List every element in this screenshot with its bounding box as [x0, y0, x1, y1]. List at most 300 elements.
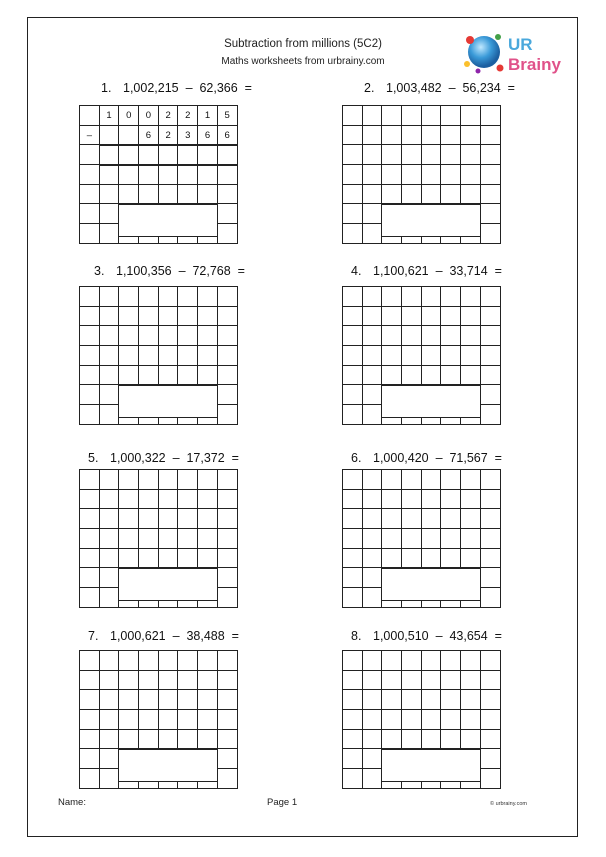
grid-cell[interactable]: [363, 470, 383, 490]
grid-cell[interactable]: [481, 145, 501, 165]
grid-cell[interactable]: [198, 671, 218, 691]
grid-cell[interactable]: [481, 106, 501, 126]
grid-cell[interactable]: [139, 165, 159, 185]
grid-cell[interactable]: [441, 509, 461, 529]
grid-cell[interactable]: [119, 730, 139, 750]
grid-cell[interactable]: [382, 651, 402, 671]
grid-cell[interactable]: [198, 730, 218, 750]
grid-cell[interactable]: [119, 671, 139, 691]
grid-cell[interactable]: [363, 204, 383, 224]
grid-cell[interactable]: [481, 126, 501, 146]
grid-cell[interactable]: [461, 529, 481, 549]
grid-cell[interactable]: [119, 710, 139, 730]
grid-cell[interactable]: [100, 690, 120, 710]
grid-cell[interactable]: [363, 185, 383, 205]
grid-cell[interactable]: [198, 509, 218, 529]
grid-cell[interactable]: [343, 366, 363, 386]
grid-cell[interactable]: [382, 710, 402, 730]
grid-cell[interactable]: [100, 651, 120, 671]
grid-cell[interactable]: [422, 470, 442, 490]
answer-box-8[interactable]: [381, 749, 481, 782]
grid-cell[interactable]: [402, 509, 422, 529]
grid-cell[interactable]: [119, 287, 139, 307]
grid-cell[interactable]: [382, 346, 402, 366]
grid-cell[interactable]: [159, 287, 179, 307]
grid-cell[interactable]: [343, 749, 363, 769]
grid-cell[interactable]: [139, 470, 159, 490]
grid-cell[interactable]: [139, 307, 159, 327]
grid-cell[interactable]: [119, 509, 139, 529]
grid-cell[interactable]: [343, 185, 363, 205]
grid-cell[interactable]: [218, 730, 238, 750]
grid-cell[interactable]: [139, 346, 159, 366]
grid-cell[interactable]: [218, 405, 238, 425]
grid-cell[interactable]: [382, 529, 402, 549]
grid-cell[interactable]: [80, 287, 100, 307]
grid-cell[interactable]: [441, 307, 461, 327]
grid-cell[interactable]: [159, 145, 179, 165]
grid-cell[interactable]: [159, 185, 179, 205]
grid-cell[interactable]: [100, 568, 120, 588]
grid-cell[interactable]: [159, 470, 179, 490]
grid-cell[interactable]: [80, 326, 100, 346]
grid-cell[interactable]: [218, 385, 238, 405]
grid-cell[interactable]: [402, 730, 422, 750]
grid-cell[interactable]: [441, 106, 461, 126]
grid-cell[interactable]: [119, 366, 139, 386]
grid-cell[interactable]: [382, 509, 402, 529]
grid-cell[interactable]: [100, 470, 120, 490]
grid-cell[interactable]: [218, 690, 238, 710]
grid-cell[interactable]: [80, 769, 100, 789]
grid-cell[interactable]: [218, 287, 238, 307]
grid-cell[interactable]: [461, 287, 481, 307]
grid-cell[interactable]: [422, 671, 442, 691]
grid-cell[interactable]: [343, 470, 363, 490]
grid-cell[interactable]: [218, 588, 238, 608]
grid-cell[interactable]: [402, 651, 422, 671]
grid-cell[interactable]: [422, 165, 442, 185]
grid-cell[interactable]: [461, 730, 481, 750]
grid-cell[interactable]: [363, 346, 383, 366]
grid-cell[interactable]: [461, 307, 481, 327]
grid-cell[interactable]: [382, 326, 402, 346]
grid-cell[interactable]: [218, 470, 238, 490]
grid-cell[interactable]: [382, 145, 402, 165]
grid-cell[interactable]: [441, 165, 461, 185]
grid-cell[interactable]: [461, 690, 481, 710]
grid-cell[interactable]: [178, 470, 198, 490]
grid-cell[interactable]: [80, 490, 100, 510]
grid-cell[interactable]: [343, 307, 363, 327]
grid-cell[interactable]: [100, 509, 120, 529]
grid-cell[interactable]: [363, 405, 383, 425]
grid-cell[interactable]: [100, 405, 120, 425]
grid-cell[interactable]: [159, 509, 179, 529]
grid-cell[interactable]: [343, 509, 363, 529]
grid-cell[interactable]: [441, 287, 461, 307]
grid-cell[interactable]: [461, 346, 481, 366]
grid-cell[interactable]: [198, 326, 218, 346]
grid-cell[interactable]: [382, 470, 402, 490]
grid-cell[interactable]: [100, 588, 120, 608]
grid-cell[interactable]: [139, 326, 159, 346]
grid-cell[interactable]: [159, 490, 179, 510]
grid-cell[interactable]: [139, 287, 159, 307]
grid-cell[interactable]: [218, 549, 238, 569]
grid-cell[interactable]: [178, 346, 198, 366]
grid-cell[interactable]: [198, 165, 218, 185]
grid-cell[interactable]: [343, 145, 363, 165]
grid-cell[interactable]: [382, 671, 402, 691]
grid-cell[interactable]: [198, 549, 218, 569]
grid-cell[interactable]: [178, 651, 198, 671]
grid-cell[interactable]: [481, 568, 501, 588]
grid-cell[interactable]: [139, 651, 159, 671]
grid-cell[interactable]: [363, 671, 383, 691]
grid-cell[interactable]: [119, 145, 139, 165]
grid-cell[interactable]: [159, 730, 179, 750]
grid-cell[interactable]: [80, 470, 100, 490]
grid-cell[interactable]: [100, 346, 120, 366]
grid-cell[interactable]: [363, 165, 383, 185]
grid-cell[interactable]: [80, 204, 100, 224]
grid-cell[interactable]: [100, 749, 120, 769]
grid-cell[interactable]: [218, 710, 238, 730]
grid-cell[interactable]: [363, 509, 383, 529]
grid-cell[interactable]: [461, 145, 481, 165]
grid-cell[interactable]: [481, 671, 501, 691]
grid-cell[interactable]: [139, 145, 159, 165]
grid-cell[interactable]: [382, 287, 402, 307]
grid-cell[interactable]: [159, 671, 179, 691]
grid-cell[interactable]: [343, 165, 363, 185]
grid-cell[interactable]: [178, 326, 198, 346]
grid-cell[interactable]: [198, 651, 218, 671]
grid-cell[interactable]: [402, 671, 422, 691]
grid-cell[interactable]: [198, 710, 218, 730]
grid-cell[interactable]: [402, 185, 422, 205]
grid-cell[interactable]: [422, 106, 442, 126]
grid-cell[interactable]: [178, 307, 198, 327]
grid-cell[interactable]: [159, 690, 179, 710]
grid-cell[interactable]: [363, 690, 383, 710]
grid-cell[interactable]: [481, 204, 501, 224]
answer-box-6[interactable]: [381, 568, 481, 601]
grid-cell[interactable]: [422, 126, 442, 146]
grid-cell[interactable]: [218, 307, 238, 327]
answer-box-7[interactable]: [118, 749, 218, 782]
grid-cell[interactable]: [198, 307, 218, 327]
grid-cell[interactable]: [178, 287, 198, 307]
grid-cell[interactable]: [178, 549, 198, 569]
grid-cell[interactable]: [441, 690, 461, 710]
grid-cell[interactable]: [422, 509, 442, 529]
grid-cell[interactable]: [363, 287, 383, 307]
grid-cell[interactable]: [80, 588, 100, 608]
grid-cell[interactable]: [402, 326, 422, 346]
grid-cell[interactable]: [198, 366, 218, 386]
grid-cell[interactable]: [363, 710, 383, 730]
grid-cell[interactable]: [402, 106, 422, 126]
grid-cell[interactable]: [100, 287, 120, 307]
grid-cell[interactable]: [343, 690, 363, 710]
grid-cell[interactable]: [481, 749, 501, 769]
grid-cell[interactable]: [481, 366, 501, 386]
grid-cell[interactable]: [363, 651, 383, 671]
grid-cell[interactable]: [343, 405, 363, 425]
grid-cell[interactable]: [343, 287, 363, 307]
grid-cell[interactable]: [402, 549, 422, 569]
grid-cell[interactable]: [363, 307, 383, 327]
grid-cell[interactable]: [218, 529, 238, 549]
grid-cell[interactable]: [80, 509, 100, 529]
grid-cell[interactable]: [422, 529, 442, 549]
grid-cell[interactable]: [382, 730, 402, 750]
grid-cell[interactable]: [343, 730, 363, 750]
grid-cell[interactable]: [119, 307, 139, 327]
grid-cell[interactable]: [363, 549, 383, 569]
grid-cell[interactable]: [481, 730, 501, 750]
grid-cell[interactable]: [481, 224, 501, 244]
grid-cell[interactable]: [422, 185, 442, 205]
grid-cell[interactable]: [441, 145, 461, 165]
grid-cell[interactable]: [80, 165, 100, 185]
grid-cell[interactable]: [80, 185, 100, 205]
grid-cell[interactable]: [100, 549, 120, 569]
grid-cell[interactable]: [343, 204, 363, 224]
grid-cell[interactable]: [461, 549, 481, 569]
grid-cell[interactable]: [461, 651, 481, 671]
grid-cell[interactable]: [422, 651, 442, 671]
grid-cell[interactable]: [178, 710, 198, 730]
grid-cell[interactable]: [80, 346, 100, 366]
grid-cell[interactable]: [441, 366, 461, 386]
grid-cell[interactable]: [481, 769, 501, 789]
grid-cell[interactable]: [198, 287, 218, 307]
grid-cell[interactable]: [119, 470, 139, 490]
grid-cell[interactable]: [422, 710, 442, 730]
grid-cell[interactable]: [441, 671, 461, 691]
grid-cell[interactable]: [481, 710, 501, 730]
grid-cell[interactable]: [119, 326, 139, 346]
grid-cell[interactable]: [441, 185, 461, 205]
grid-cell[interactable]: [119, 346, 139, 366]
grid-cell[interactable]: [402, 287, 422, 307]
grid-cell[interactable]: [382, 366, 402, 386]
grid-cell[interactable]: [461, 509, 481, 529]
grid-cell[interactable]: [382, 307, 402, 327]
grid-cell[interactable]: [402, 529, 422, 549]
grid-cell[interactable]: [198, 470, 218, 490]
grid-cell[interactable]: [461, 326, 481, 346]
grid-cell[interactable]: [402, 307, 422, 327]
grid-cell[interactable]: [139, 366, 159, 386]
grid-cell[interactable]: [139, 671, 159, 691]
grid-cell[interactable]: [100, 710, 120, 730]
grid-cell[interactable]: [481, 651, 501, 671]
grid-cell[interactable]: [100, 529, 120, 549]
grid-cell[interactable]: [422, 730, 442, 750]
grid-cell[interactable]: [119, 529, 139, 549]
grid-cell[interactable]: [382, 185, 402, 205]
grid-cell[interactable]: [441, 346, 461, 366]
grid-cell[interactable]: [461, 490, 481, 510]
grid-cell[interactable]: [382, 106, 402, 126]
grid-cell[interactable]: [139, 185, 159, 205]
grid-cell[interactable]: [139, 490, 159, 510]
grid-cell[interactable]: [363, 106, 383, 126]
grid-cell[interactable]: [481, 549, 501, 569]
grid-cell[interactable]: [198, 529, 218, 549]
grid-cell[interactable]: [100, 165, 120, 185]
grid-cell[interactable]: [198, 145, 218, 165]
answer-box-5[interactable]: [118, 568, 218, 601]
grid-cell[interactable]: [343, 568, 363, 588]
grid-cell[interactable]: [100, 769, 120, 789]
grid-cell[interactable]: [218, 769, 238, 789]
grid-cell[interactable]: [481, 509, 501, 529]
grid-cell[interactable]: [461, 185, 481, 205]
grid-cell[interactable]: [481, 690, 501, 710]
grid-cell[interactable]: [363, 529, 383, 549]
grid-cell[interactable]: [198, 185, 218, 205]
answer-box-4[interactable]: [381, 385, 481, 418]
grid-cell[interactable]: [218, 568, 238, 588]
grid-cell[interactable]: [422, 287, 442, 307]
grid-cell[interactable]: [343, 769, 363, 789]
grid-cell[interactable]: [363, 224, 383, 244]
grid-cell[interactable]: [159, 651, 179, 671]
grid-cell[interactable]: [481, 326, 501, 346]
grid-cell[interactable]: [80, 730, 100, 750]
grid-cell[interactable]: [481, 529, 501, 549]
grid-cell[interactable]: [80, 749, 100, 769]
grid-cell[interactable]: [461, 106, 481, 126]
grid-cell[interactable]: [178, 145, 198, 165]
grid-cell[interactable]: [139, 529, 159, 549]
grid-cell[interactable]: [441, 549, 461, 569]
grid-cell[interactable]: [343, 490, 363, 510]
grid-cell[interactable]: [119, 651, 139, 671]
grid-cell[interactable]: [80, 224, 100, 244]
grid-cell[interactable]: [343, 224, 363, 244]
grid-cell[interactable]: [218, 490, 238, 510]
grid-cell[interactable]: [363, 769, 383, 789]
grid-cell[interactable]: [382, 549, 402, 569]
grid-cell[interactable]: [218, 509, 238, 529]
grid-cell[interactable]: [80, 529, 100, 549]
grid-cell[interactable]: [382, 490, 402, 510]
grid-cell[interactable]: [178, 730, 198, 750]
grid-cell[interactable]: [178, 509, 198, 529]
grid-cell[interactable]: [218, 224, 238, 244]
grid-cell[interactable]: [402, 690, 422, 710]
grid-cell[interactable]: [422, 490, 442, 510]
grid-cell[interactable]: [363, 385, 383, 405]
grid-cell[interactable]: [441, 326, 461, 346]
grid-cell[interactable]: [343, 126, 363, 146]
answer-box-2[interactable]: [381, 204, 481, 237]
grid-cell[interactable]: [481, 470, 501, 490]
grid-cell[interactable]: [343, 385, 363, 405]
grid-cell[interactable]: [80, 385, 100, 405]
grid-cell[interactable]: [80, 568, 100, 588]
grid-cell[interactable]: [100, 185, 120, 205]
grid-cell[interactable]: [198, 690, 218, 710]
grid-cell[interactable]: [481, 287, 501, 307]
grid-cell[interactable]: [402, 346, 422, 366]
grid-cell[interactable]: [402, 126, 422, 146]
grid-cell[interactable]: [363, 730, 383, 750]
grid-cell[interactable]: [363, 588, 383, 608]
grid-cell[interactable]: [80, 690, 100, 710]
grid-cell[interactable]: [441, 730, 461, 750]
grid-cell[interactable]: [139, 730, 159, 750]
grid-cell[interactable]: [178, 165, 198, 185]
grid-cell[interactable]: [80, 405, 100, 425]
grid-cell[interactable]: [441, 126, 461, 146]
grid-cell[interactable]: [363, 326, 383, 346]
grid-cell[interactable]: [80, 671, 100, 691]
grid-cell[interactable]: [481, 588, 501, 608]
grid-cell[interactable]: [178, 185, 198, 205]
grid-cell[interactable]: [80, 145, 100, 165]
grid-cell[interactable]: [100, 307, 120, 327]
grid-cell[interactable]: [363, 366, 383, 386]
grid-cell[interactable]: [178, 690, 198, 710]
grid-cell[interactable]: [178, 490, 198, 510]
answer-box-3[interactable]: [118, 385, 218, 418]
grid-cell[interactable]: [481, 346, 501, 366]
grid-cell[interactable]: [139, 549, 159, 569]
grid-cell[interactable]: [343, 529, 363, 549]
grid-cell[interactable]: [80, 651, 100, 671]
grid-cell[interactable]: [343, 671, 363, 691]
grid-cell[interactable]: [461, 126, 481, 146]
grid-cell[interactable]: [159, 366, 179, 386]
grid-cell[interactable]: [343, 651, 363, 671]
grid-cell[interactable]: [139, 509, 159, 529]
grid-cell[interactable]: [218, 346, 238, 366]
grid-cell[interactable]: [363, 568, 383, 588]
grid-cell[interactable]: [402, 470, 422, 490]
grid-cell[interactable]: [343, 326, 363, 346]
grid-cell[interactable]: [139, 710, 159, 730]
grid-cell[interactable]: [343, 106, 363, 126]
grid-cell[interactable]: [422, 549, 442, 569]
grid-cell[interactable]: [100, 671, 120, 691]
grid-cell[interactable]: [159, 326, 179, 346]
grid-cell[interactable]: [100, 385, 120, 405]
grid-cell[interactable]: [422, 307, 442, 327]
grid-cell[interactable]: [100, 204, 120, 224]
grid-cell[interactable]: [100, 326, 120, 346]
grid-cell[interactable]: [402, 366, 422, 386]
grid-cell[interactable]: [218, 165, 238, 185]
grid-cell[interactable]: [481, 490, 501, 510]
grid-cell[interactable]: [159, 549, 179, 569]
grid-cell[interactable]: [481, 385, 501, 405]
grid-cell[interactable]: [198, 490, 218, 510]
grid-cell[interactable]: [218, 185, 238, 205]
grid-cell[interactable]: [198, 346, 218, 366]
grid-cell[interactable]: [178, 366, 198, 386]
grid-cell[interactable]: [363, 490, 383, 510]
grid-cell[interactable]: [363, 749, 383, 769]
grid-cell[interactable]: [363, 145, 383, 165]
grid-cell[interactable]: [100, 366, 120, 386]
